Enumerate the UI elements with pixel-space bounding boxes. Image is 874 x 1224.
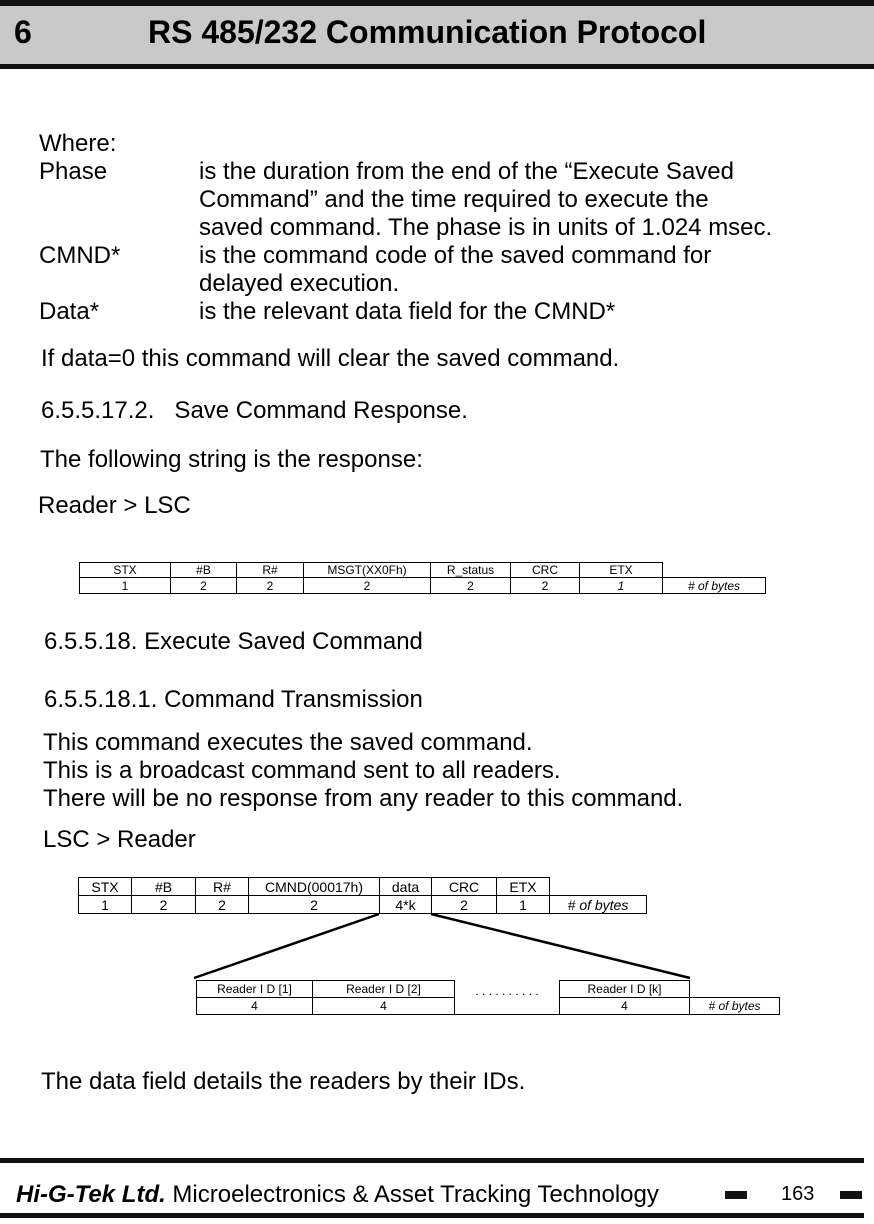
def-phase-line1: is the duration from the end of the “Execute Saved bbox=[199, 158, 734, 185]
reader-id-k-label: Reader I D [k] bbox=[560, 981, 690, 998]
reader-id-2-bytes: 4 bbox=[313, 998, 455, 1015]
frame-field-stx: STX bbox=[79, 878, 132, 896]
reader-id-1-label: Reader I D [1] bbox=[197, 981, 313, 998]
frame-bytes-nbytes: 2 bbox=[132, 896, 196, 914]
reader-id-ellipsis: . . . . . . . . . . bbox=[455, 981, 560, 1015]
def-term-phase: Phase bbox=[39, 158, 108, 185]
direction-reader-to-lsc: Reader > LSC bbox=[38, 492, 191, 519]
bytes-label: # of bytes bbox=[690, 998, 780, 1015]
frame-field-reader-num: R# bbox=[196, 878, 249, 896]
def-term-cmnd: CMND* bbox=[39, 242, 121, 269]
frame-bytes-msgt: 2 bbox=[304, 578, 431, 594]
reader-id-1-bytes: 4 bbox=[197, 998, 313, 1015]
section-heading-transmission: 6.5.5.18.1. Command Transmission bbox=[44, 686, 423, 713]
frame-bytes-nbytes: 2 bbox=[171, 578, 237, 594]
def-term-data: Data* bbox=[39, 298, 100, 325]
frame-field-msgt: MSGT(XX0Fh) bbox=[304, 563, 431, 578]
expansion-line-right bbox=[431, 914, 690, 978]
reader-id-k-bytes: 4 bbox=[560, 998, 690, 1015]
def-phase-line3: saved command. The phase is in units of 1.024 msec. bbox=[199, 214, 773, 241]
frame-field-crc: CRC bbox=[432, 878, 497, 896]
frame-field-r-status: R_status bbox=[431, 563, 511, 578]
reader-id-2-label: Reader I D [2] bbox=[313, 981, 455, 998]
frame-bytes-data: 4*k bbox=[380, 896, 432, 914]
frame-field-nbytes: #B bbox=[132, 878, 196, 896]
company-name: Hi-G-Tek Ltd. bbox=[16, 1181, 166, 1208]
frame-field-data: data bbox=[380, 878, 432, 896]
company-tagline: Microelectronics & Asset Tracking Technology bbox=[165, 1181, 659, 1208]
exec-line-2: This is a broadcast command sent to all readers. bbox=[43, 757, 561, 784]
where-heading: Where: bbox=[39, 130, 117, 157]
frame-field-reader-num: R# bbox=[237, 563, 304, 578]
frame-field-cmnd: CMND(00017h) bbox=[249, 878, 380, 896]
def-cmnd-line2: delayed execution. bbox=[199, 270, 400, 297]
chapter-title: RS 485/232 Communication Protocol bbox=[148, 14, 707, 50]
frame-bytes-r-status: 2 bbox=[431, 578, 511, 594]
page-number: 163 bbox=[781, 1183, 815, 1205]
footer-bottom-rule bbox=[0, 1213, 864, 1218]
frame-bytes-reader-num: 2 bbox=[237, 578, 304, 594]
frame-bytes-reader-num: 2 bbox=[196, 896, 249, 914]
exec-line-3: There will be no response from any reader to this command. bbox=[43, 785, 684, 812]
exec-line-1: This command executes the saved command. bbox=[43, 729, 533, 756]
frame-bytes-crc: 2 bbox=[511, 578, 580, 594]
note-clear: If data=0 this command will clear the saved command. bbox=[41, 345, 620, 372]
frame-field-etx: ETX bbox=[497, 878, 550, 896]
data-field-note: The data field details the readers by their IDs. bbox=[41, 1068, 526, 1095]
def-cmnd-line1: is the command code of the saved command for bbox=[199, 242, 712, 269]
response-intro: The following string is the response: bbox=[40, 446, 423, 473]
frame-bytes-cmnd: 2 bbox=[249, 896, 380, 914]
footer-dash-right bbox=[840, 1191, 862, 1199]
footer-company bbox=[16, 1181, 659, 1209]
frame-field-crc: CRC bbox=[511, 563, 580, 578]
frame-field-nbytes: #B bbox=[171, 563, 237, 578]
def-data-line1: is the relevant data field for the CMND* bbox=[199, 298, 616, 325]
frame-bytes-etx: 1 bbox=[497, 896, 550, 914]
frame-field-stx: STX bbox=[80, 563, 171, 578]
direction-lsc-to-reader: LSC > Reader bbox=[43, 826, 196, 853]
frame-field-etx: ETX bbox=[580, 563, 663, 578]
bytes-label: # of bytes bbox=[550, 896, 647, 914]
frame-bytes-crc: 2 bbox=[432, 896, 497, 914]
chapter-number: 6 bbox=[14, 14, 32, 50]
reader-ids-table bbox=[196, 980, 780, 1015]
footer-dash-left bbox=[725, 1191, 747, 1199]
footer-top-rule bbox=[0, 1158, 864, 1163]
section-heading-execute: 6.5.5.18. Execute Saved Command bbox=[44, 628, 423, 655]
frame-bytes-etx: 1 bbox=[580, 578, 663, 594]
def-phase-line2: Command” and the time required to execute the bbox=[199, 186, 709, 213]
section-heading-response: 6.5.5.17.2. Save Command Response. bbox=[41, 397, 468, 424]
frame-bytes-stx: 1 bbox=[79, 896, 132, 914]
expansion-line-left bbox=[194, 914, 379, 978]
frame-header-blank bbox=[690, 981, 780, 998]
frame-bytes-stx: 1 bbox=[80, 578, 171, 594]
bytes-label: # of bytes bbox=[663, 578, 766, 594]
